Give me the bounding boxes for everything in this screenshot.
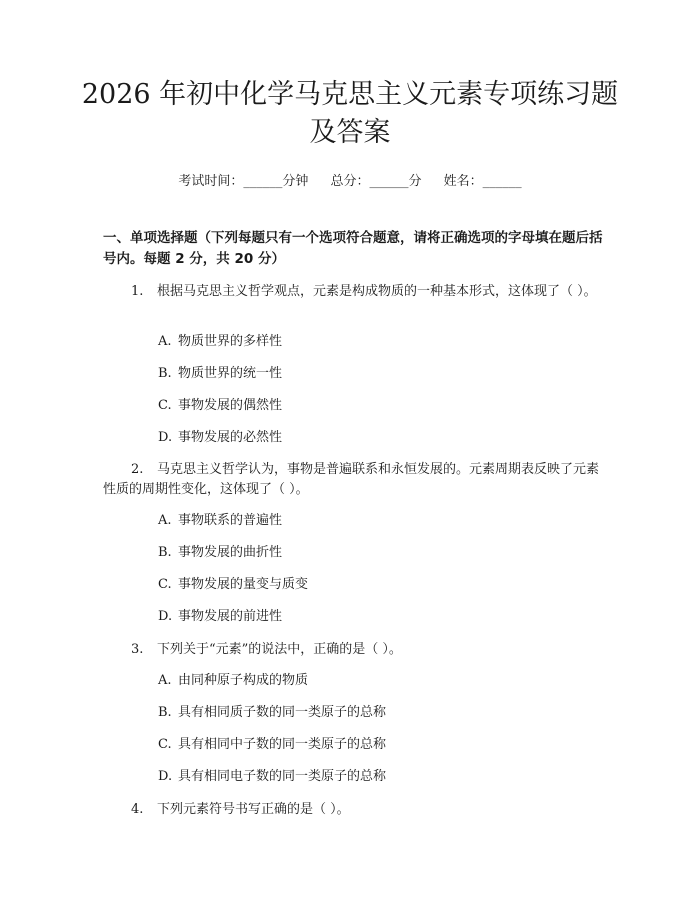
title-line-1: 2026 年初中化学马克思主义元素专项练习题 [81, 79, 619, 110]
page-title [80, 76, 620, 152]
exam-time: 考试时间：______分钟 [178, 174, 309, 189]
title-line-2: 及答案 [309, 117, 391, 148]
question-2-option-d: D. 事物发展的前进性 [158, 609, 283, 624]
question-text: 下列关于“元素”的说法中，正确的是（ ）。 [157, 642, 402, 657]
question-3-option-a: A. 由同种原子构成的物质 [158, 673, 309, 688]
question-text: 根据马克思主义哲学观点，元素是构成物质的一种基本形式，这体现了（ ）。 [157, 284, 597, 299]
student-name: 姓名：______ [443, 174, 522, 189]
question-1-option-c: C. 事物发展的偶然性 [158, 398, 283, 413]
question-3-option-d: D. 具有相同电子数的同一类原子的总称 [158, 769, 387, 784]
question-2-option-a: A. 事物联系的普遍性 [158, 513, 283, 528]
question-2-option-c: C. 事物发展的量变与质变 [158, 577, 309, 592]
question-4 [103, 800, 603, 820]
question-1-option-b: B. 物质世界的统一性 [158, 366, 283, 381]
question-2-option-b: B. 事物发展的曲折性 [158, 545, 283, 560]
question-text: 下列元素符号书写正确的是（ ）。 [157, 802, 350, 817]
section-heading: 一、单项选择题（下列每题只有一个选项符合题意，请将正确选项的字母填在题后括号内。每题 2 分，共 20 分） [103, 230, 603, 267]
question-1-option-a: A. 物质世界的多样性 [158, 334, 283, 349]
question-number: 1. [131, 284, 144, 299]
question-number: 2. [131, 462, 144, 477]
question-1 [103, 282, 603, 302]
question-3-option-c: C. 具有相同中子数的同一类原子的总称 [158, 737, 387, 752]
exam-info-line [0, 170, 700, 189]
question-1-option-d: D. 事物发展的必然性 [158, 430, 283, 445]
question-text: 马克思主义哲学认为，事物是普遍联系和永恒发展的。元素周期表反映了元素性质的周期性变化，这体现了（ ）。 [103, 462, 600, 497]
question-3 [103, 640, 603, 660]
question-3-option-b: B. 具有相同质子数的同一类原子的总称 [158, 705, 387, 720]
question-number: 3. [131, 642, 144, 657]
question-number: 4. [131, 802, 144, 817]
exam-score: 总分：______分 [330, 174, 422, 189]
question-2 [103, 460, 603, 500]
